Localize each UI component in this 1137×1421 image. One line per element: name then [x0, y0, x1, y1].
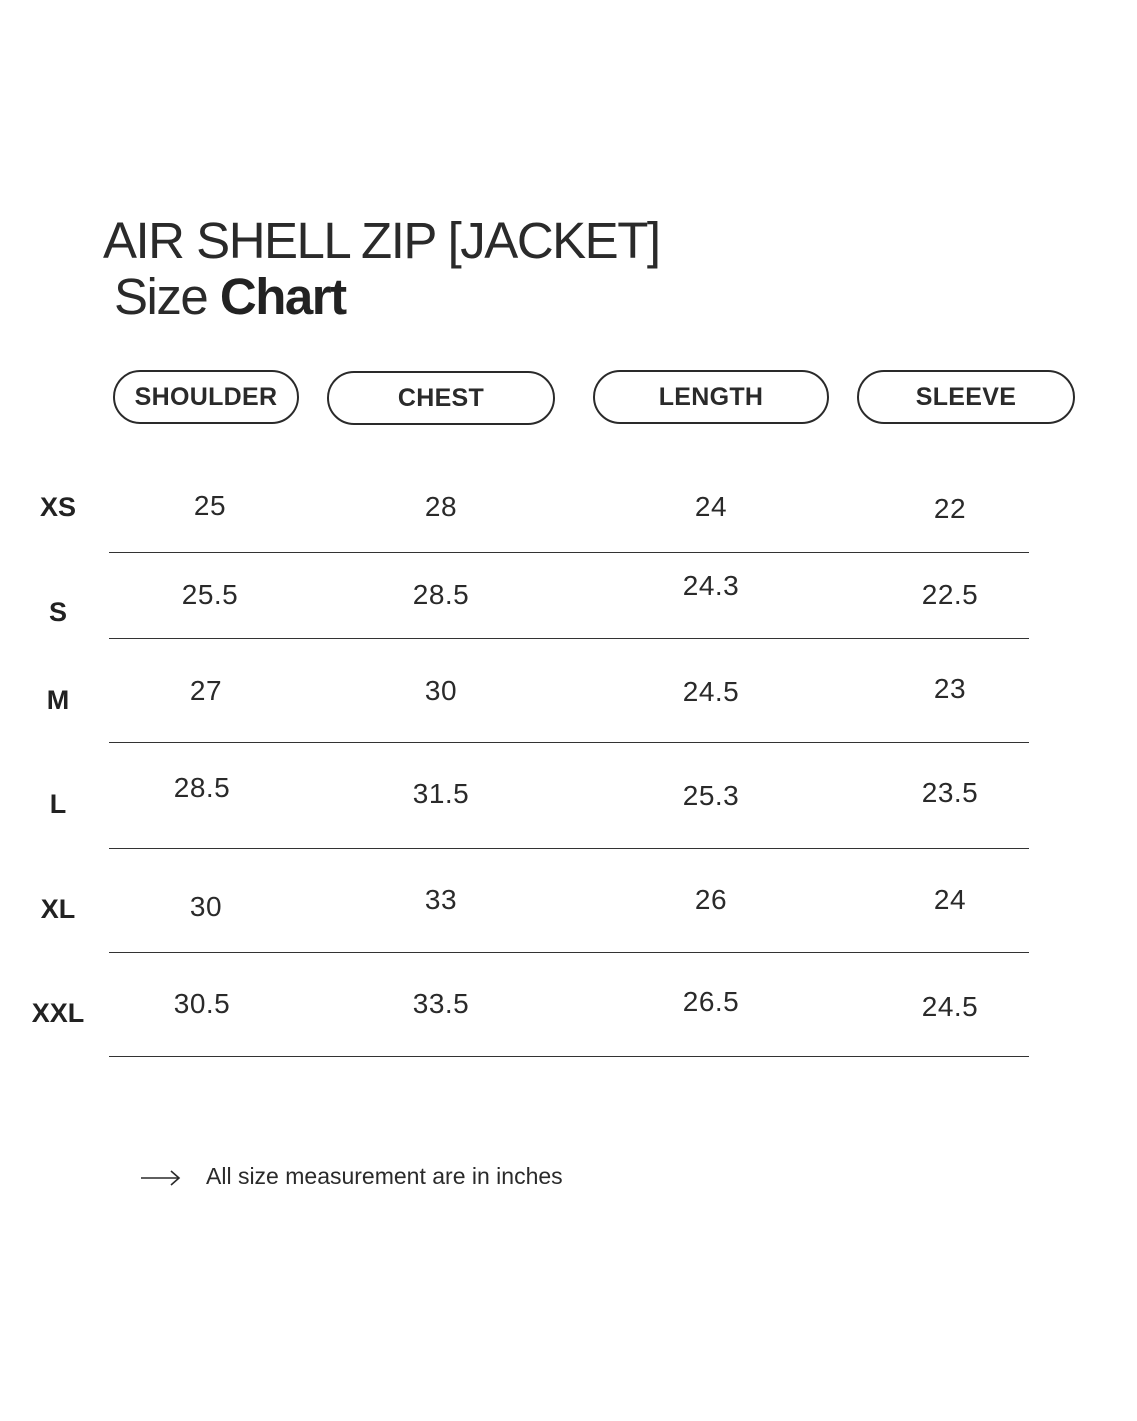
page-title: AIR SHELL ZIP [JACKET]	[103, 212, 660, 269]
table-cell: 23	[933, 673, 967, 704]
table-cell: 23.5	[921, 777, 979, 808]
table-cell: 25.3	[682, 780, 740, 811]
table-cell: 31.5	[412, 778, 470, 809]
column-header-chest: CHEST	[327, 371, 555, 425]
table-cell: 27	[189, 675, 223, 706]
table-cell: 28	[424, 491, 458, 522]
table-cell: 24.5	[921, 991, 979, 1022]
table-cell: 25	[193, 490, 227, 521]
table-cell: 28.5	[412, 579, 470, 610]
table-cell: 33	[424, 884, 458, 915]
table-cell: 24.5	[682, 676, 740, 707]
column-header-length: LENGTH	[593, 370, 829, 424]
table-cell: 30	[189, 891, 223, 922]
table-cell: 26	[694, 884, 728, 915]
page-subtitle	[114, 266, 346, 328]
column-header-sleeve: SLEEVE	[857, 370, 1075, 424]
table-cell: 33.5	[412, 988, 470, 1019]
table-cell: 30	[424, 675, 458, 706]
subtitle-bold: Chart	[219, 268, 346, 325]
table-cell: 24	[933, 884, 967, 915]
row-label-l: L	[49, 789, 67, 819]
row-divider	[109, 552, 1029, 553]
row-divider	[109, 848, 1029, 849]
table-cell: 22	[933, 493, 967, 524]
row-divider	[109, 952, 1029, 953]
row-label-xxl: XXL	[31, 998, 85, 1028]
row-label-xl: XL	[40, 894, 76, 924]
column-header-shoulder: SHOULDER	[113, 370, 299, 424]
table-cell: 24	[694, 491, 728, 522]
table-cell: 22.5	[921, 579, 979, 610]
table-cell: 24.3	[682, 570, 740, 601]
row-label-xs: XS	[39, 492, 77, 522]
row-label-m: M	[46, 685, 70, 715]
subtitle-regular: Size	[114, 268, 208, 325]
measurement-note: All size measurement are in inches	[206, 1163, 563, 1189]
table-cell: 26.5	[682, 986, 740, 1017]
table-cell: 28.5	[173, 772, 231, 803]
row-label-s: S	[48, 597, 67, 627]
row-divider	[109, 1056, 1029, 1057]
row-divider	[109, 638, 1029, 639]
table-cell: 30.5	[173, 988, 231, 1019]
arrow-right-icon	[140, 1168, 182, 1188]
table-cell: 25.5	[181, 579, 239, 610]
row-divider	[109, 742, 1029, 743]
